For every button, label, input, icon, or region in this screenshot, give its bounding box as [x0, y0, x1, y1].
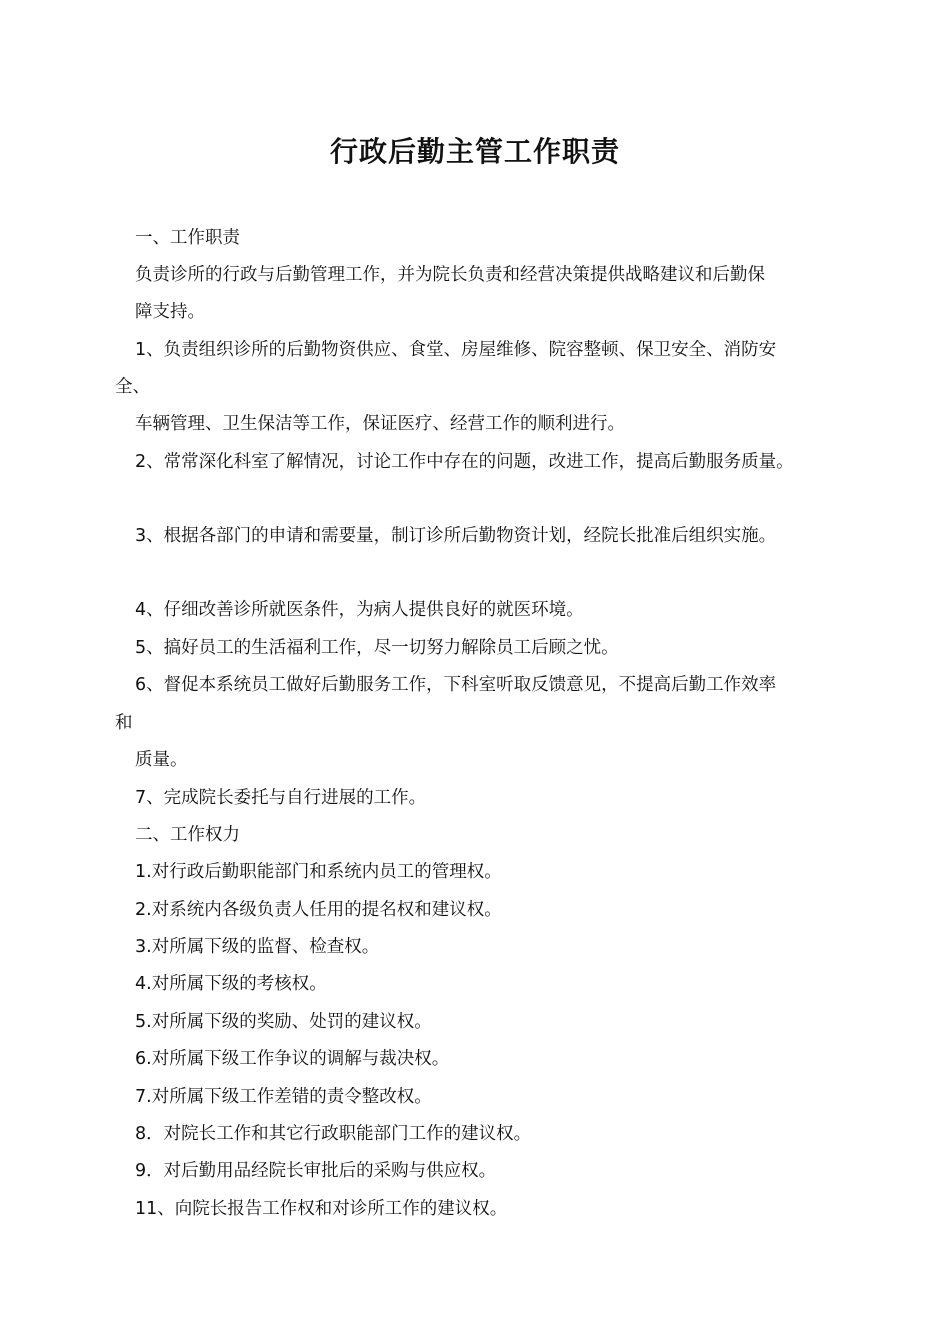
- duty-item-6-wrap: 和: [115, 713, 133, 733]
- power-item-1: 1.对行政后勤职能部门和系统内员工的管理权。: [135, 862, 502, 882]
- paragraph-line: 负责诊所的行政与后勤管理工作，并为院长负责和经营决策提供战略建议和后勤保: [135, 265, 765, 285]
- duty-item-4: 4、仔细改善诊所就医条件，为病人提供良好的就医环境。: [135, 600, 584, 620]
- duty-item-1-wrap: 全、: [115, 377, 150, 397]
- power-item-8: 8．对院长工作和其它行政职能部门工作的建议权。: [135, 1124, 532, 1144]
- power-item-3: 3.对所属下级的监督、检查权。: [135, 937, 380, 957]
- duty-item-3: 3、根据各部门的申请和需要量，制订诊所后勤物资计划，经院长批准后组织实施。: [135, 526, 777, 546]
- duty-item-2: 2、常常深化科室了解情况，讨论工作中存在的问题，改进工作，提高后勤服务质量。: [135, 452, 794, 472]
- document-title: 行政后勤主管工作职责: [329, 135, 620, 168]
- power-item-6: 6.对所属下级工作争议的调解与裁决权。: [135, 1049, 450, 1069]
- duty-item-1-cont: 车辆管理、卫生保洁等工作，保证医疗、经营工作的顺利进行。: [135, 414, 625, 434]
- duty-item-5: 5、搞好员工的生活福利工作，尽一切努力解除员工后顾之忧。: [135, 638, 619, 658]
- duty-item-6-cont: 质量。: [135, 750, 188, 770]
- power-item-5: 5.对所属下级的奖励、处罚的建议权。: [135, 1012, 432, 1032]
- power-item-2: 2.对系统内各级负责人任用的提名权和建议权。: [135, 900, 502, 920]
- power-item-7: 7.对所属下级工作差错的责令整改权。: [135, 1087, 432, 1107]
- paragraph-line: 障支持。: [135, 302, 205, 322]
- power-item-9: 9．对后勤用品经院长审批后的采购与供应权。: [135, 1161, 497, 1181]
- section-heading-powers: 二、工作权力: [135, 825, 240, 845]
- duty-item-7: 7、完成院长委托与自行进展的工作。: [135, 788, 427, 808]
- section-heading-duties: 一、工作职责: [135, 228, 240, 248]
- duty-item-6: 6、督促本系统员工做好后勤服务工作，下科室听取反馈意见，不提高后勤工作效率: [135, 675, 777, 695]
- power-item-4: 4.对所属下级的考核权。: [135, 974, 327, 994]
- power-item-11: 11、向院长报告工作权和对诊所工作的建议权。: [135, 1199, 508, 1219]
- duty-item-1: 1、负责组织诊所的后勤物资供应、食堂、房屋维修、院容整顿、保卫安全、消防安: [135, 340, 777, 360]
